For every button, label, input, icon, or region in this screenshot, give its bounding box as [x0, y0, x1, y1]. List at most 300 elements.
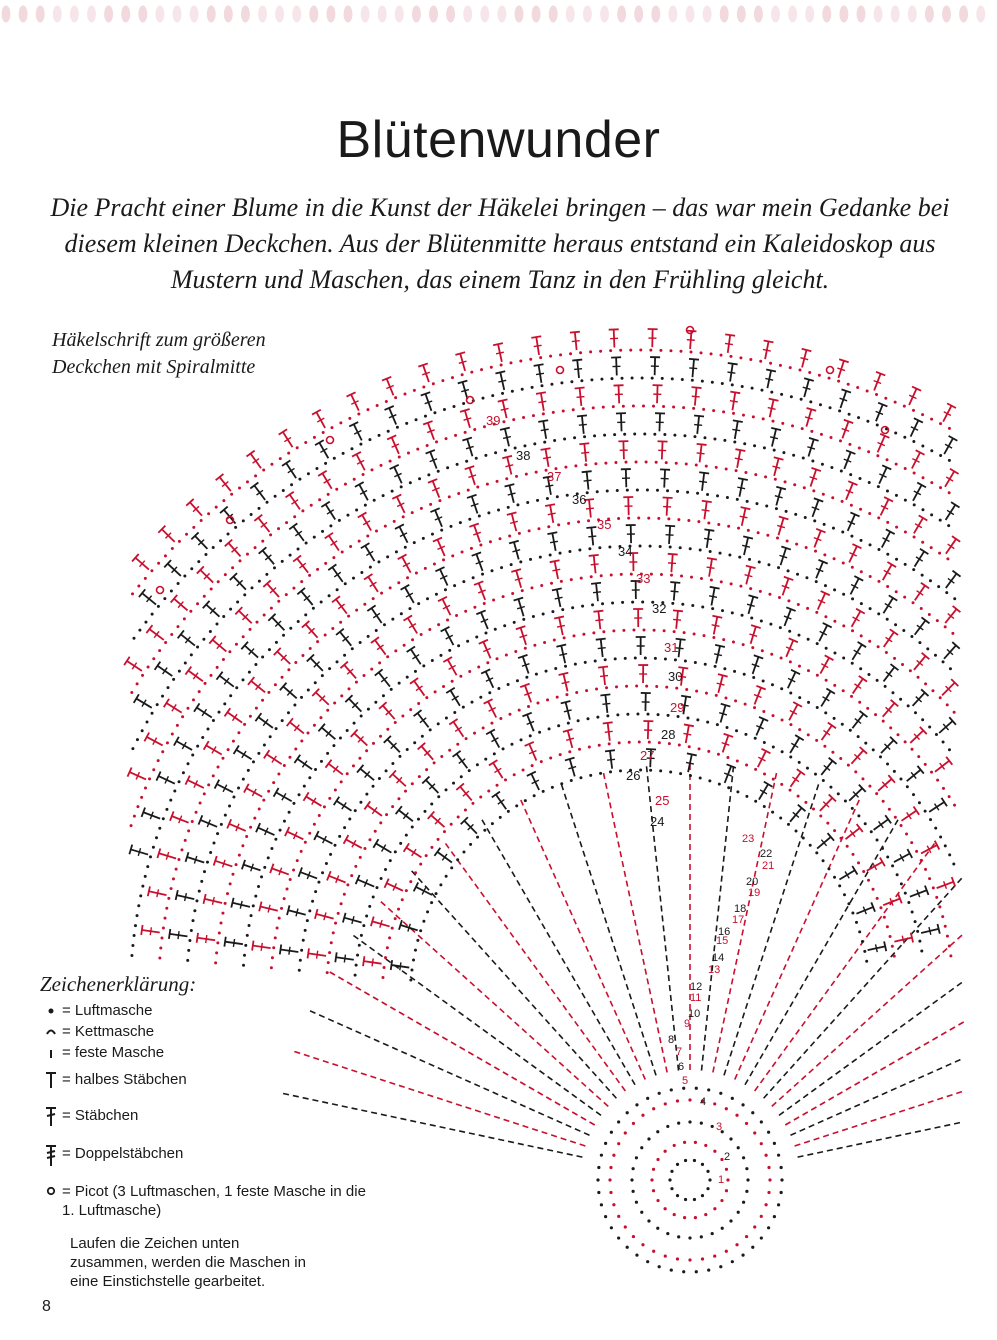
chain-mark	[479, 696, 482, 699]
chain-mark	[773, 1142, 776, 1145]
chain-mark	[210, 587, 213, 590]
chain-mark	[670, 1170, 673, 1173]
intro-text: Die Pracht einer Blume in die Kunst der Häkelei bringen – das war mein Gedanke bei diesem kleinen Deckchen. Aus der Blütenmitte heraus entstand ein Kaleidoskop aus Mustern und Maschen, das einem Tanz in den Frühling gleicht.	[50, 193, 950, 294]
stitch-mark	[645, 969, 646, 975]
chain-mark	[150, 569, 153, 572]
chain-mark	[242, 635, 245, 638]
chain-mark	[870, 830, 873, 833]
stitch-mark	[705, 1035, 706, 1041]
stitch-mark	[852, 866, 857, 875]
stitch-mark	[533, 827, 535, 832]
chain-mark	[184, 839, 187, 842]
chain-mark	[744, 471, 747, 474]
chain-mark	[207, 512, 210, 515]
chain-mark	[216, 832, 219, 835]
chain-mark	[741, 1103, 744, 1106]
chain-mark	[904, 499, 907, 502]
chain-mark	[928, 613, 931, 616]
stitch-mark	[261, 943, 262, 951]
chain-mark	[266, 501, 269, 504]
chain-mark	[895, 590, 898, 593]
stitch-mark	[739, 1022, 741, 1028]
stitch-mark	[529, 1108, 534, 1110]
chain-mark	[645, 461, 648, 464]
stitch-mark	[583, 851, 585, 857]
chain-mark	[857, 814, 860, 817]
chain-mark	[475, 636, 478, 639]
chain-mark	[559, 353, 562, 356]
stitch-mark	[538, 420, 548, 422]
stitch-mark	[663, 497, 673, 498]
chain-mark	[825, 647, 828, 650]
chain-mark	[832, 527, 835, 530]
stitch-mark	[522, 889, 525, 894]
stitch-mark	[538, 1092, 543, 1095]
chain-mark	[895, 558, 898, 561]
chain-mark	[370, 668, 373, 671]
chain-mark	[358, 757, 361, 760]
chain-mark	[948, 491, 951, 494]
chain-mark	[797, 603, 800, 606]
chain-mark	[307, 472, 310, 475]
chain-mark	[316, 568, 319, 571]
stitch-mark	[505, 484, 515, 486]
stitch-mark	[649, 786, 650, 792]
chain-mark	[175, 868, 178, 871]
chain-mark	[292, 802, 295, 805]
stitch-mark	[600, 694, 610, 695]
chain-mark	[141, 674, 144, 677]
chain-mark	[904, 563, 907, 566]
stitch-mark	[146, 625, 152, 633]
chain-mark	[406, 676, 409, 679]
chain-mark	[794, 513, 797, 516]
chain-mark	[167, 897, 170, 900]
chain-mark	[354, 809, 357, 812]
diagram-caption: Häkelschrift zum größeren Deckchen mit Spiralmitte	[52, 329, 266, 378]
stitch-mark	[250, 483, 258, 489]
chain-mark	[468, 769, 471, 772]
stitch-mark	[543, 457, 551, 458]
stitch-mark	[801, 1076, 805, 1080]
chain-mark	[133, 934, 136, 937]
chain-mark	[622, 629, 625, 632]
chain-mark	[360, 715, 363, 718]
chain-mark	[693, 435, 696, 438]
stitch-mark	[380, 1079, 386, 1081]
stitch-mark	[810, 967, 813, 972]
stitch-mark	[681, 696, 691, 698]
stitch-mark	[743, 1056, 745, 1061]
stitch-mark	[804, 1141, 810, 1143]
chain-mark	[304, 841, 307, 844]
stitch-mark	[232, 714, 237, 721]
chain-mark	[171, 547, 174, 550]
chain-mark	[598, 744, 601, 747]
chain-mark	[638, 741, 641, 744]
chain-mark	[685, 688, 688, 691]
stitch-mark	[440, 1127, 446, 1128]
stitch-mark	[622, 1086, 626, 1091]
chain-mark	[867, 673, 870, 676]
stitch-mark	[906, 982, 910, 986]
chain-mark	[851, 629, 854, 632]
stitch-mark	[825, 989, 829, 994]
chain-mark	[516, 679, 519, 682]
chain-mark	[308, 776, 311, 779]
stitch-mark	[484, 1088, 489, 1090]
chain-mark	[322, 431, 325, 434]
chain-mark	[729, 1219, 732, 1222]
chain-mark	[563, 438, 566, 441]
chain-mark	[411, 782, 414, 785]
chain-mark	[480, 368, 483, 371]
stitch-mark	[448, 962, 452, 966]
chain-mark	[731, 611, 734, 614]
chain-mark	[539, 556, 542, 559]
stitch-mark	[581, 452, 589, 453]
stitch-mark	[538, 401, 546, 402]
chain-mark	[663, 629, 666, 632]
stitch-mark	[918, 1104, 924, 1106]
stitch-mark	[763, 349, 771, 351]
chain-mark	[432, 382, 435, 385]
chain-mark	[909, 669, 912, 672]
chain-mark	[779, 364, 782, 367]
stitch-mark	[492, 960, 496, 964]
chain-mark	[751, 387, 754, 390]
chain-mark	[752, 676, 755, 679]
chain-mark	[830, 436, 833, 439]
chain-mark	[672, 405, 675, 408]
stitch-mark	[692, 387, 702, 388]
chain-mark	[275, 641, 278, 644]
stitch-mark	[735, 449, 745, 451]
stitch-mark	[733, 1041, 735, 1047]
stitch-mark	[671, 591, 679, 592]
stitch-mark	[557, 1121, 562, 1123]
chain-mark	[164, 554, 167, 557]
stitch-mark	[738, 478, 748, 480]
chain-mark	[882, 720, 885, 723]
chain-mark	[372, 742, 375, 745]
stitch-mark	[740, 939, 741, 945]
stitch-mark	[233, 939, 234, 947]
chain-mark	[258, 808, 261, 811]
chain-mark	[408, 607, 411, 610]
stitch-mark	[599, 898, 601, 904]
chain-mark	[860, 539, 863, 542]
chain-mark	[462, 706, 465, 709]
stitch-mark	[814, 794, 816, 800]
stitch-mark	[549, 864, 551, 869]
stitch-mark	[437, 1098, 443, 1100]
chain-mark	[868, 481, 871, 484]
stitch-mark	[942, 798, 947, 806]
chain-mark	[214, 961, 217, 964]
stitch-mark	[614, 946, 616, 952]
chain-mark	[457, 492, 460, 495]
chain-mark	[238, 487, 241, 490]
chain-mark	[772, 745, 775, 748]
stitch-mark	[540, 1071, 545, 1075]
chain-mark	[352, 577, 355, 580]
stitch-mark	[795, 993, 798, 998]
round-label: 24	[650, 814, 665, 829]
stitch-mark	[477, 1057, 482, 1060]
chain-mark	[203, 792, 206, 795]
stitch-mark	[602, 908, 604, 914]
stitch-mark	[951, 502, 959, 507]
stitch-mark	[481, 892, 485, 897]
chain-mark	[833, 620, 836, 623]
stitch-mark	[891, 664, 899, 670]
stitch-mark	[918, 923, 922, 927]
stitch-mark	[846, 1087, 851, 1090]
chain-mark	[375, 529, 378, 532]
chain-mark	[735, 469, 738, 472]
chain-mark	[162, 927, 165, 930]
stitch-mark	[857, 800, 859, 805]
chain-mark	[866, 420, 869, 423]
chain-mark	[673, 630, 676, 633]
chain-mark	[339, 736, 342, 739]
chain-mark	[479, 796, 482, 799]
chain-mark	[719, 552, 722, 555]
chain-mark	[346, 883, 349, 886]
chain-mark	[353, 478, 356, 481]
chain-mark	[869, 607, 872, 610]
chain-mark	[274, 683, 277, 686]
stitch-mark	[582, 471, 592, 472]
stitch-mark	[449, 1129, 455, 1130]
chain-mark	[476, 836, 479, 839]
stitch-mark	[391, 960, 392, 970]
chain-mark	[265, 573, 268, 576]
stitch-mark	[955, 1060, 960, 1062]
chain-mark	[610, 1226, 613, 1229]
chain-mark	[876, 838, 879, 841]
chain-mark	[494, 451, 497, 454]
chain-mark	[635, 1254, 638, 1257]
stitch-mark	[709, 995, 710, 1001]
chain-mark	[692, 407, 695, 410]
chain-mark	[215, 506, 218, 509]
stitch-mark	[804, 1049, 808, 1053]
stitch-mark	[637, 930, 638, 936]
chain-mark	[539, 356, 542, 359]
chain-mark	[904, 531, 907, 534]
stitch-mark	[492, 837, 495, 842]
chain-mark	[932, 886, 935, 889]
stitch-mark	[541, 846, 543, 851]
chain-mark	[279, 457, 282, 460]
stitch-mark	[911, 933, 913, 943]
chain-mark	[706, 493, 709, 496]
chain-mark	[584, 661, 587, 664]
chain-mark	[649, 545, 652, 548]
chain-mark	[608, 545, 611, 548]
stitch-mark	[759, 1019, 761, 1024]
chain-mark	[713, 1102, 716, 1105]
chain-mark	[228, 804, 231, 807]
stitch-mark	[468, 1052, 473, 1055]
chain-mark	[136, 738, 139, 741]
chain-mark	[448, 749, 451, 752]
chain-mark	[531, 764, 534, 767]
stitch-mark	[687, 340, 695, 341]
chain-mark	[270, 847, 273, 850]
chain-mark	[559, 753, 562, 756]
chain-mark	[809, 844, 812, 847]
stitch-mark	[404, 615, 413, 620]
stitch-mark	[325, 533, 333, 539]
round-label: 35	[597, 517, 612, 532]
stitch-mark	[389, 1082, 395, 1084]
chain-mark	[727, 786, 730, 789]
chain-mark	[609, 1191, 612, 1194]
chain-mark	[872, 748, 875, 751]
chain-mark	[912, 568, 915, 571]
stitch-mark	[707, 1015, 708, 1021]
stitch-mark	[568, 803, 570, 809]
chain-mark	[522, 769, 525, 772]
stitch-mark	[633, 1003, 635, 1009]
chain-mark	[139, 894, 142, 897]
chain-mark	[695, 690, 698, 693]
stitch-mark	[702, 510, 710, 511]
stitch-mark	[711, 975, 712, 981]
stitch-mark	[197, 933, 198, 943]
chain-mark	[224, 573, 227, 576]
chain-mark	[443, 830, 446, 833]
stitch-mark	[529, 1035, 533, 1039]
chain-mark	[732, 412, 735, 415]
chain-mark	[805, 576, 808, 579]
stitch-mark	[761, 842, 762, 848]
stitch-mark	[868, 1047, 873, 1051]
chain-mark	[449, 525, 452, 528]
chain-mark	[690, 576, 693, 579]
stitch-mark	[864, 1100, 869, 1102]
stitch-mark	[950, 469, 959, 474]
chain-mark	[456, 858, 459, 861]
chain-mark	[639, 349, 642, 352]
chain-mark	[453, 711, 456, 714]
stitch-mark	[831, 1049, 835, 1053]
chain-mark	[308, 574, 311, 577]
chain-mark	[262, 469, 265, 472]
stitch-mark	[503, 437, 511, 439]
chain-mark	[948, 795, 951, 798]
chain-mark	[795, 543, 798, 546]
chain-mark	[195, 811, 198, 814]
stitch-mark	[629, 994, 631, 1000]
chain-mark	[382, 494, 385, 497]
stitch-mark	[829, 1097, 834, 1100]
stitch-mark	[800, 984, 803, 989]
chain-mark	[860, 634, 863, 637]
stitch-mark	[798, 841, 800, 847]
chain-mark	[934, 827, 937, 830]
chain-mark	[676, 1163, 679, 1166]
chain-mark	[464, 610, 467, 613]
stitch-mark	[150, 927, 151, 935]
stitch-mark	[654, 836, 655, 842]
chain-mark	[253, 817, 256, 820]
chain-mark	[711, 1125, 714, 1128]
chain-mark	[502, 747, 505, 750]
stitch-mark	[789, 870, 791, 876]
chain-mark	[918, 940, 921, 943]
chain-mark	[372, 597, 375, 600]
stitch-mark	[502, 854, 505, 859]
chain-mark	[270, 607, 273, 610]
chain-mark	[342, 452, 345, 455]
stitch-mark	[771, 428, 781, 430]
stitch-mark	[743, 1013, 745, 1019]
chain-mark	[831, 496, 834, 499]
chain-mark	[798, 665, 801, 668]
stitch-mark	[445, 908, 449, 912]
chain-mark	[600, 378, 603, 381]
chain-mark	[329, 524, 332, 527]
chain-mark	[877, 580, 880, 583]
stitch-mark	[665, 945, 666, 951]
chain-mark	[347, 615, 350, 618]
chain-mark	[542, 790, 545, 793]
stitch-mark	[819, 1082, 824, 1086]
stitch-mark	[755, 1062, 758, 1067]
chain-mark	[300, 580, 303, 583]
chain-mark	[895, 526, 898, 529]
stitch-mark	[626, 881, 627, 887]
chain-mark	[808, 371, 811, 374]
chain-mark	[417, 602, 420, 605]
stitch-mark	[622, 1028, 624, 1033]
chain-stitch-icon	[40, 1001, 62, 1019]
stitch-mark	[604, 1102, 608, 1106]
stitch-mark	[334, 797, 339, 805]
chain-mark	[192, 698, 195, 701]
chain-mark	[675, 462, 678, 465]
chain-mark	[617, 1236, 620, 1239]
chain-mark	[461, 373, 464, 376]
chain-mark	[760, 1142, 763, 1145]
chain-mark	[769, 362, 772, 365]
chain-mark	[332, 931, 335, 934]
round-label: 30	[668, 669, 683, 684]
stitch-mark	[588, 536, 596, 537]
stitch-mark	[731, 786, 732, 792]
chain-mark	[368, 905, 371, 908]
chain-mark	[711, 381, 714, 384]
chain-mark	[679, 350, 682, 353]
stitch-mark	[584, 480, 592, 481]
chain-mark	[828, 377, 831, 380]
stitch-mark	[606, 783, 607, 789]
stitch-mark	[185, 893, 187, 901]
chain-mark	[656, 1227, 659, 1230]
stitch-mark	[784, 964, 786, 969]
chain-mark	[589, 350, 592, 353]
chain-mark	[877, 645, 880, 648]
chain-mark	[473, 732, 476, 735]
stitch-mark	[908, 1018, 913, 1022]
chain-mark	[257, 885, 260, 888]
stitch-mark	[374, 1039, 379, 1041]
stitch-mark	[510, 932, 514, 937]
